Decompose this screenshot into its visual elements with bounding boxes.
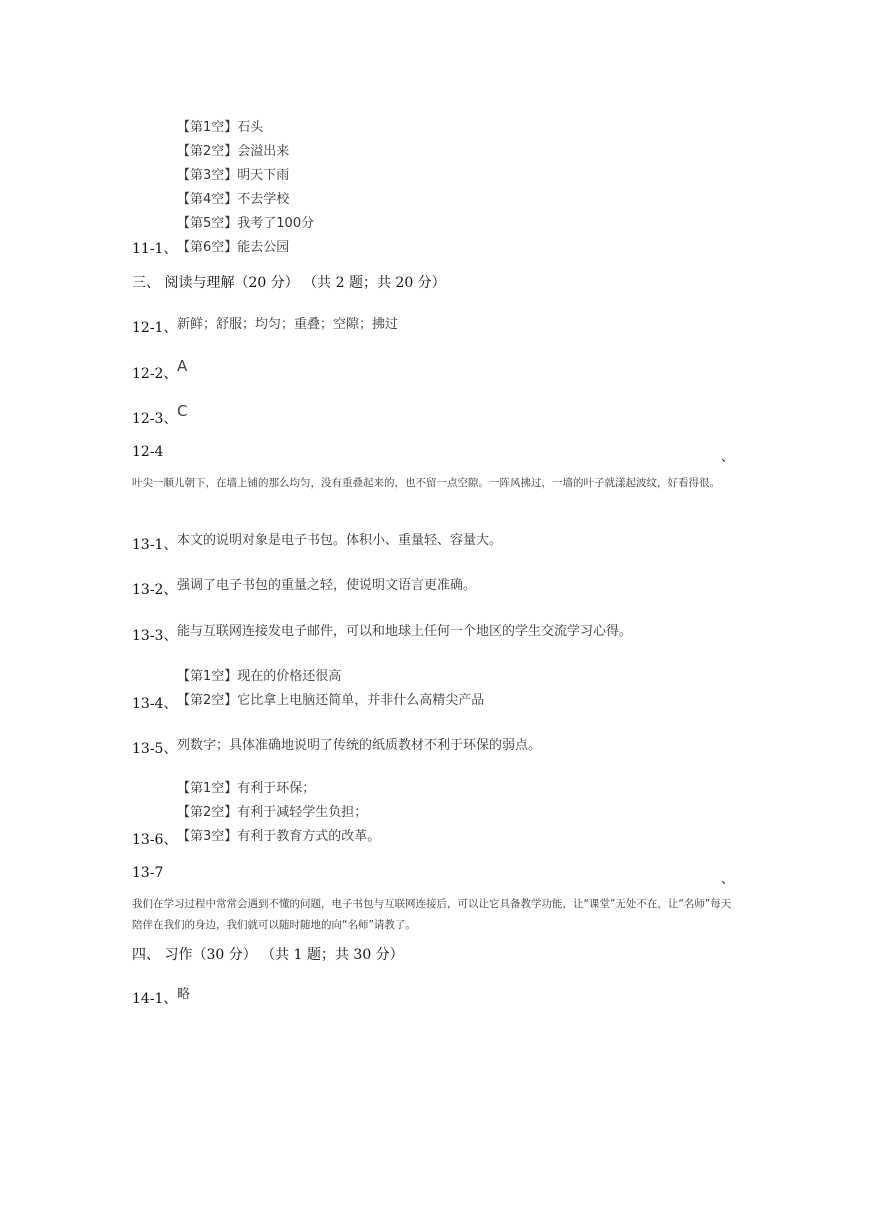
answer-text: A: [177, 357, 188, 375]
blank-answer: 【第2空】会溢出来: [177, 144, 290, 159]
blank-answer: 【第6空】能去公园: [177, 240, 290, 255]
answer-text: C: [177, 402, 188, 420]
blank-answer: 【第5空】我考了100分: [177, 216, 315, 231]
blank-answer: 【第1空】有利于环保；: [177, 781, 316, 796]
blank-answer: 【第1空】现在的价格还很高: [177, 669, 342, 684]
answer-paragraph: 我们在学习过程中常常会遇到不懂的问题，电子书包与互联网连接后，可以让它具备教学功能，让“课堂”无处不在，让“名师”每天陪伴在我们的身边，我们就可以随时随地的向“名师”请教了。: [132, 898, 732, 931]
question-number: 12-1、: [132, 320, 178, 336]
question-number: 11-1、: [132, 241, 178, 257]
question-number: 13-2、: [132, 582, 178, 598]
blank-answer: 【第2空】它比拿上电脑还简单，并非什么高精尖产品: [177, 693, 485, 708]
answer-text: 强调了电子书包的重量之轻，使说明文语言更准确。: [177, 578, 477, 593]
question-number: 12-2、: [132, 366, 178, 382]
section-heading: 四、 习作（30 分） （共 1 题；共 30 分）: [132, 947, 404, 963]
answer-text: 略: [177, 987, 191, 1002]
question-number: 12-3、: [132, 411, 178, 427]
enumeration-mark: 、: [721, 872, 735, 887]
question-number: 13-3、: [132, 628, 178, 644]
question-number: 13-5、: [132, 741, 178, 757]
enumeration-mark: 、: [721, 450, 735, 465]
answer-text: 新鲜；舒服；均匀；重叠；空隙；拂过: [177, 317, 399, 332]
question-number: 14-1、: [132, 991, 178, 1007]
answer-text: 能与互联网连接发电子邮件，可以和地球上任何一个地区的学生交流学习心得。: [177, 624, 633, 639]
blank-answer: 【第1空】石头: [177, 120, 264, 135]
blank-answer: 【第3空】明天下雨: [177, 168, 290, 183]
question-number: 13-4、: [132, 696, 178, 712]
question-number: 13-1、: [132, 537, 178, 553]
answer-paragraph: 叶尖一顺儿朝下，在墙上铺的那么均匀，没有重叠起来的，也不留一点空隙。一阵风拂过，一墙的叶子就漾起波纹，好看得很。: [132, 477, 720, 489]
answer-text: 列数字；具体准确地说明了传统的纸质教材不利于环保的弱点。: [177, 738, 542, 753]
blank-answer: 【第3空】有利于教育方式的改革。: [177, 829, 381, 844]
blank-answer: 【第4空】不去学校: [177, 192, 290, 207]
question-number: 13-6、: [132, 832, 178, 848]
question-number: 12-4: [132, 444, 164, 460]
section-heading: 三、 阅读与理解（20 分） （共 2 题；共 20 分）: [132, 275, 446, 291]
blank-answer: 【第2空】有利于减轻学生负担；: [177, 805, 368, 820]
answer-text: 本文的说明对象是电子书包。体积小、重量轻、容量大。: [177, 533, 503, 548]
question-number: 13-7: [132, 865, 164, 881]
